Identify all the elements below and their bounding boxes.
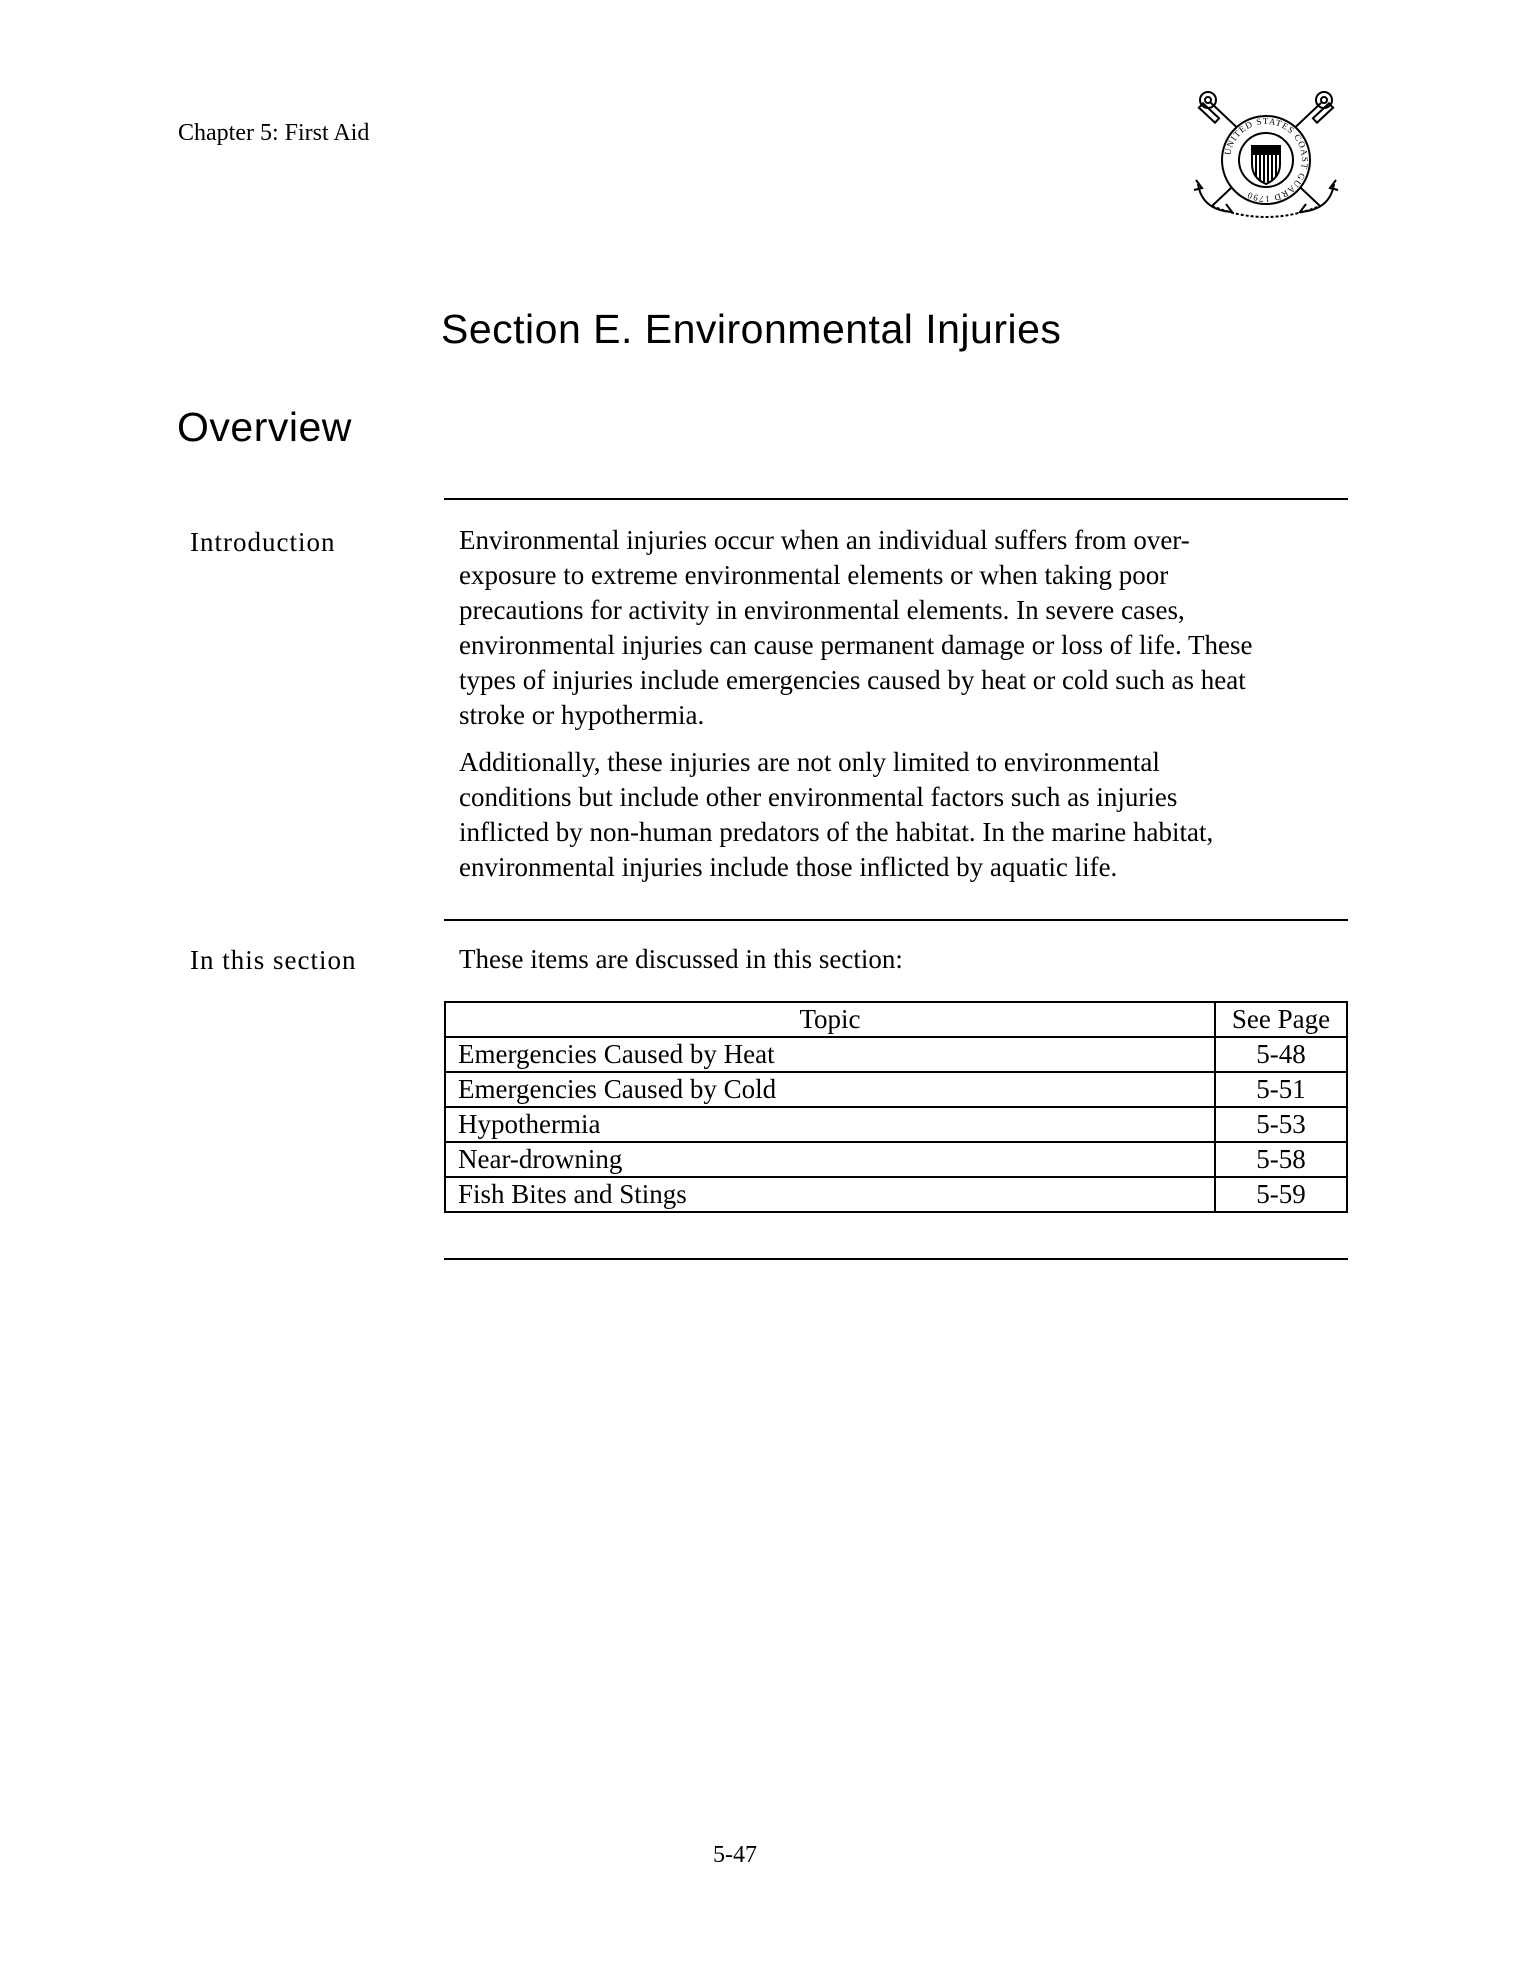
text-line: stroke or hypothermia.: [459, 700, 705, 730]
table-header-row: [445, 1002, 1347, 1037]
page-cell: 5-59: [1215, 1177, 1347, 1212]
text-line: inflicted by non-human predators of the habitat. In the marine habitat,: [459, 817, 1214, 847]
topic-cell: Fish Bites and Stings: [445, 1177, 1215, 1212]
see-page-column-header: See Page: [1215, 1002, 1347, 1037]
topic-cell: Emergencies Caused by Cold: [445, 1072, 1215, 1107]
chapter-header: Chapter 5: First Aid: [178, 120, 370, 146]
topics-table: [444, 1001, 1348, 1213]
section-title: Section E. Environmental Injuries: [441, 306, 1062, 352]
page-cell: 5-53: [1215, 1107, 1347, 1142]
text-line: Additionally, these injuries are not only limited to environmental: [459, 747, 1160, 777]
text-line: precautions for activity in environmental elements. In severe cases,: [459, 595, 1185, 625]
text-line: environmental injuries include those inflicted by aquatic life.: [459, 852, 1118, 882]
page-cell: 5-51: [1215, 1072, 1347, 1107]
introduction-body: [459, 523, 1339, 897]
topic-column-header: Topic: [445, 1002, 1215, 1037]
topic-cell: Hypothermia: [445, 1107, 1215, 1142]
divider-rule: [444, 1258, 1348, 1260]
table-row: [445, 1142, 1347, 1177]
table-row: [445, 1177, 1347, 1212]
table-row: [445, 1107, 1347, 1142]
text-line: environmental injuries can cause permanent damage or loss of life. These: [459, 630, 1253, 660]
page-number: 5-47: [713, 1842, 757, 1868]
topic-cell: Emergencies Caused by Heat: [445, 1037, 1215, 1072]
page-cell: 5-48: [1215, 1037, 1347, 1072]
text-line: conditions but include other environmental factors such as injuries: [459, 782, 1178, 812]
table-row: [445, 1037, 1347, 1072]
in-this-section-lead: These items are discussed in this section:: [459, 944, 903, 974]
divider-rule: [444, 498, 1348, 500]
overview-heading: Overview: [177, 404, 352, 450]
introduction-paragraph-2: [459, 745, 1339, 885]
introduction-paragraph-1: [459, 523, 1339, 733]
seal-lettering: UNITED STATES COAST GUARD 1790: [1222, 115, 1311, 205]
coast-guard-seal-icon: [1192, 88, 1340, 226]
text-line: Environmental injuries occur when an individual suffers from over-: [459, 525, 1190, 555]
introduction-label: Introduction: [190, 527, 336, 557]
text-line: types of injuries include emergencies caused by heat or cold such as heat: [459, 665, 1246, 695]
topic-cell: Near-drowning: [445, 1142, 1215, 1177]
divider-rule: [444, 919, 1348, 921]
table-row: [445, 1072, 1347, 1107]
page-cell: 5-58: [1215, 1142, 1347, 1177]
text-line: exposure to extreme environmental elements or when taking poor: [459, 560, 1169, 590]
in-this-section-label: In this section: [190, 945, 357, 975]
